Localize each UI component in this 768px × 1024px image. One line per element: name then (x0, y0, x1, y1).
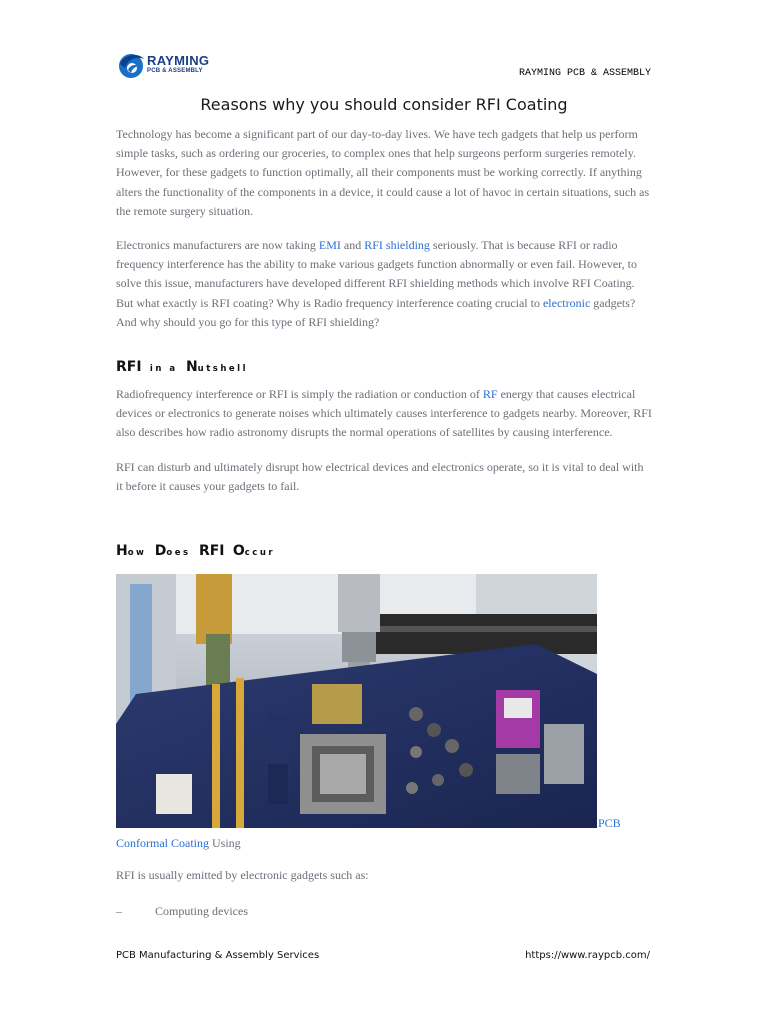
logo-tagline: PCB & ASSEMBLY (147, 68, 203, 74)
running-header: RAYMING PCB & ASSEMBLY (518, 68, 651, 79)
heading-word: RFI (116, 359, 142, 375)
caption-link-conformal-coating[interactable]: Conformal Coating (116, 836, 209, 850)
heading-word: ow (127, 548, 147, 558)
section-heading-rfi-in-a-nutshell (116, 349, 248, 377)
logo-name: RAYMING (147, 53, 210, 68)
photo-caption (116, 836, 241, 851)
rfi-shielding-link[interactable]: RFI shielding (364, 238, 430, 252)
bullet-dash: – (116, 904, 122, 918)
bullet-item: Computing devices (155, 904, 248, 918)
company-logo (116, 50, 216, 80)
heading-word: in a (149, 364, 178, 374)
section-heading-how-does-rfi-occur (116, 533, 275, 561)
heading-word: utshell (197, 364, 248, 374)
heading-word: ccur (244, 548, 276, 558)
text-run: and (340, 238, 365, 252)
pcb-coating-photo (116, 574, 597, 828)
motherboard-image (116, 574, 597, 828)
heading-word: H (116, 543, 128, 559)
text-run: gadgets? And why should you go for this type of RFI shielding? (116, 295, 636, 329)
page-title: Reasons why you should consider RFI Coating (200, 95, 568, 114)
nutshell-paragraph-2: RFI can disturb and ultimately disrupt how electrical devices and electronics operate, so it is vital to deal with it before it causes your gadgets to fail. (116, 460, 644, 494)
caption-text: Using (209, 836, 241, 850)
rayming-logo-icon (116, 50, 146, 80)
heading-word: oes (166, 548, 191, 558)
occur-paragraph: RFI is usually emitted by electronic gadgets such as: (116, 868, 369, 882)
footer-left-text: PCB Manufacturing & Assembly Services (116, 950, 320, 961)
footer-url[interactable]: https://www.raypcb.com/ (525, 950, 650, 961)
caption-link-pcb[interactable]: PCB (598, 816, 621, 830)
heading-word: RFI (198, 543, 225, 559)
rf-link[interactable]: RF (482, 387, 498, 401)
intro-paragraph-2 (116, 236, 653, 332)
heading-word: N (185, 359, 198, 375)
text-run: Radiofrequency interference or RFI is simply the radiation or conduction of (116, 387, 483, 401)
electronic-link[interactable]: electronic (542, 295, 591, 310)
text-run: Electronics manufacturers are now taking (116, 238, 319, 252)
heading-word: O (232, 543, 245, 559)
text-run: energy that causes electrical devices or electronics to generate noises which ultimately causes interference to gadgets nearby. Moreover, RFI also describes how radio astronomy disrupts the normal operations of satellites by causing interference. (116, 387, 652, 440)
intro-paragraph-1: Technology has become a significant part of our day-to-day lives. We have tech gadgets that help us perform simple tasks, such as ordering our groceries, to complex ones that help surgeons perform surgeries remotely. However, for these gadgets to function optimally, all their components must be working correctly. If anything alters the functionality of the components in a device, it could cause a lot of havoc in certain situations, such as the remote surgery situation. (116, 127, 650, 218)
emi-link[interactable]: EMI (318, 238, 341, 252)
heading-word: D (154, 543, 167, 559)
text-run: seriously. That is because RFI or radio frequency interference has the ability to make various gadgets function abnormally or even fail. However, to solve this issue, manufacturers have developed different RFI shielding methods which involve RFI Coating. But what exactly is RFI coating? Why is Radio frequency interference coating crucial to (116, 238, 637, 310)
nutshell-paragraph-1 (116, 385, 653, 443)
